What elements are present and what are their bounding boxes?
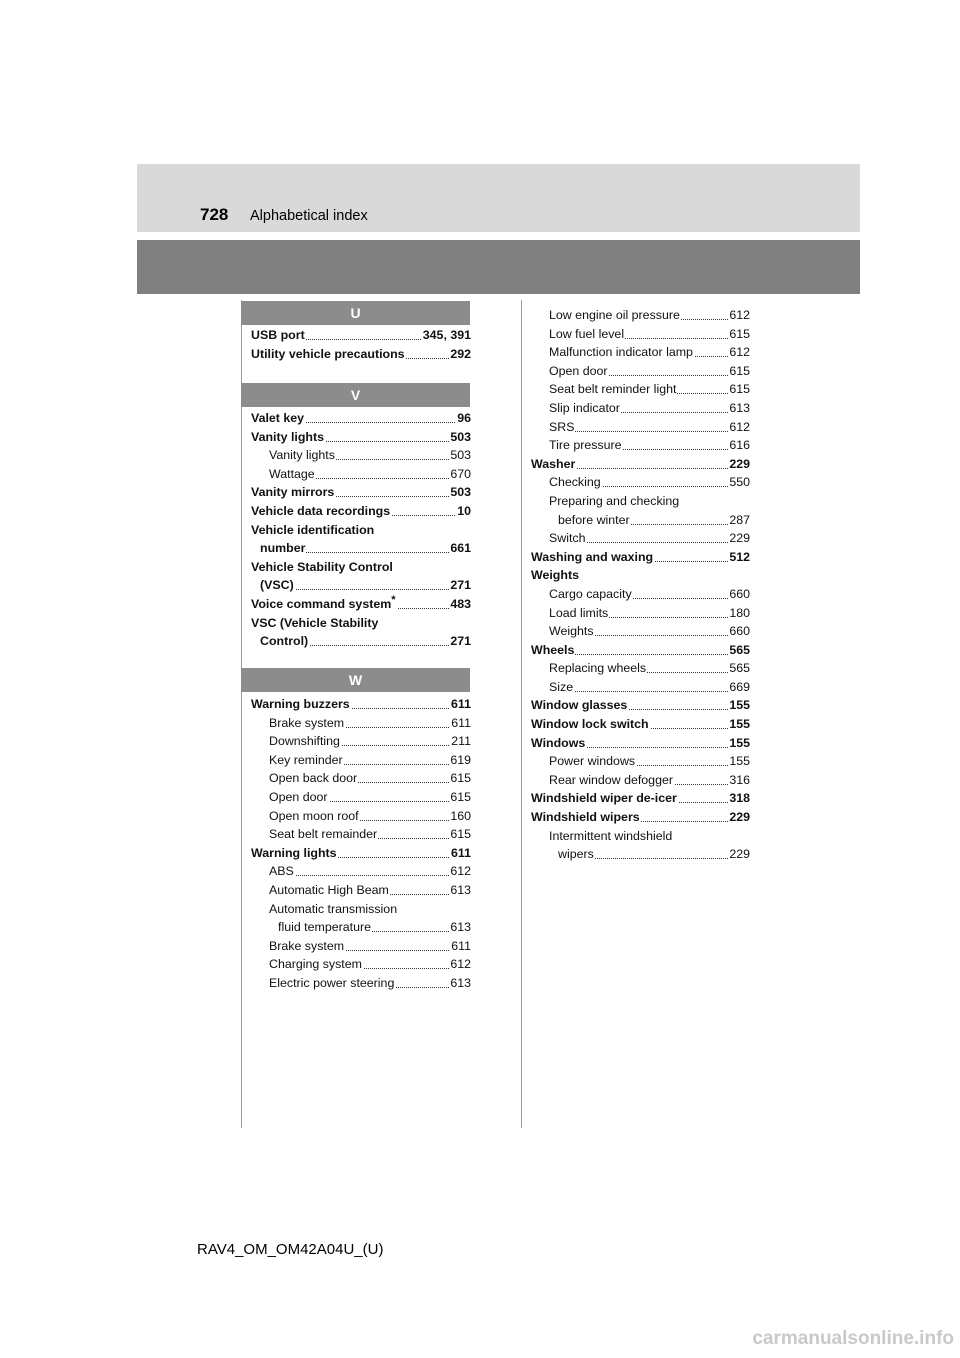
index-subentry: Open back door 615 — [269, 769, 471, 788]
index-subentry-continuation: before winter 287 — [549, 511, 750, 530]
index-subentry: Vanity lights 503 — [269, 446, 471, 465]
index-subentry: Malfunction indicator lamp 612 — [549, 343, 750, 362]
index-entry: Washing and waxing 512 — [531, 548, 750, 567]
index-subentry: Rear window defogger 316 — [549, 771, 750, 790]
index-subentry: Brake system 611 — [269, 937, 471, 956]
index-subentry-line: Automatic transmission — [269, 901, 398, 916]
index-entry: Vehicle data recordings 10 — [251, 502, 471, 521]
index-entry: Vanity mirrors 503 — [251, 483, 471, 502]
index-subentry: Replacing wheels 565 — [549, 659, 750, 678]
index-subentry: ABS 612 — [269, 862, 471, 881]
index-subentry: Slip indicator 613 — [549, 399, 750, 418]
footnote-mark: * — [391, 593, 396, 606]
index-subentry: Seat belt reminder light 615 — [549, 380, 750, 399]
index-entry: Windshield wiper de-icer 318 — [531, 789, 750, 808]
index-subentry: Low fuel level 615 — [549, 325, 750, 344]
index-subentry-line: Preparing and checking — [549, 493, 680, 508]
left-column-rule — [241, 300, 242, 1128]
index-subentry: Automatic High Beam 613 — [269, 881, 471, 900]
index-subentry: Brake system 611 — [269, 714, 471, 733]
index-entry: USB port 345, 391 — [251, 326, 471, 345]
index-entry: Windows 155 — [531, 734, 750, 753]
index-entry: Wheels 565 — [531, 641, 750, 660]
index-subentry: Key reminder 619 — [269, 751, 471, 770]
index-subentry: Open door 615 — [269, 788, 471, 807]
index-entry-line: Vehicle Stability Control — [251, 559, 393, 574]
index-subentry: Checking 550 — [549, 473, 750, 492]
header-band — [137, 240, 860, 294]
watermark: carmanualsonline.info — [752, 1328, 954, 1349]
section-u-entries — [251, 326, 471, 363]
section-letter-u: U — [241, 301, 470, 325]
section-v-entries — [251, 409, 471, 651]
index-entry: Washer 229 — [531, 455, 750, 474]
right-column-entries — [531, 306, 750, 864]
section-letter-w: W — [241, 668, 470, 692]
index-entry-continuation: (VSC) 271 — [251, 576, 471, 595]
index-entry-line: VSC (Vehicle Stability — [251, 615, 379, 630]
index-subentry: Charging system 612 — [269, 955, 471, 974]
section-w-entries — [251, 695, 471, 993]
header-bar — [137, 164, 860, 232]
index-subentry: Power windows 155 — [549, 752, 750, 771]
index-entry: Window glasses 155 — [531, 696, 750, 715]
index-subentry: Tire pressure 616 — [549, 436, 750, 455]
index-entry-continuation: number 661 — [251, 539, 471, 558]
index-subentry-line: Intermittent windshield — [549, 828, 673, 843]
index-entry: Warning lights 611 — [251, 844, 471, 863]
index-entry: Warning buzzers 611 — [251, 695, 471, 714]
index-subentry: Weights 660 — [549, 622, 750, 641]
index-subentry-continuation: wipers 229 — [549, 845, 750, 864]
index-subentry: Cargo capacity 660 — [549, 585, 750, 604]
index-entry-line: Vehicle identification — [251, 522, 375, 537]
document-code: RAV4_OM_OM42A04U_(U) — [197, 1241, 384, 1258]
index-entry: Window lock switch 155 — [531, 715, 750, 734]
index-entry: Voice command system* 483 — [251, 595, 471, 614]
index-entry-continuation: Control) 271 — [251, 632, 471, 651]
index-subentry: Downshifting 211 — [269, 732, 471, 751]
index-entry-line: Weights — [531, 568, 579, 583]
index-subentry-continuation: fluid temperature 613 — [269, 918, 471, 937]
right-column-rule — [521, 300, 522, 1128]
index-subentry: Open moon roof 160 — [269, 807, 471, 826]
index-subentry: Electric power steering 613 — [269, 974, 471, 993]
index-subentry: Low engine oil pressure 612 — [549, 306, 750, 325]
index-subentry: Seat belt remainder 615 — [269, 825, 471, 844]
index-entry: Vanity lights 503 — [251, 428, 471, 447]
index-subentry: Size 669 — [549, 678, 750, 697]
index-subentry: Switch 229 — [549, 529, 750, 548]
index-subentry: SRS 612 — [549, 418, 750, 437]
index-entry: Windshield wipers 229 — [531, 808, 750, 827]
page-number: 728 — [200, 205, 229, 224]
section-letter-v: V — [241, 383, 470, 407]
section-title: Alphabetical index — [250, 208, 368, 224]
index-entry: Valet key 96 — [251, 409, 471, 428]
index-subentry: Wattage 670 — [269, 465, 471, 484]
index-subentry: Load limits 180 — [549, 604, 750, 623]
index-entry: Utility vehicle precautions 292 — [251, 345, 471, 364]
index-subentry: Open door 615 — [549, 362, 750, 381]
